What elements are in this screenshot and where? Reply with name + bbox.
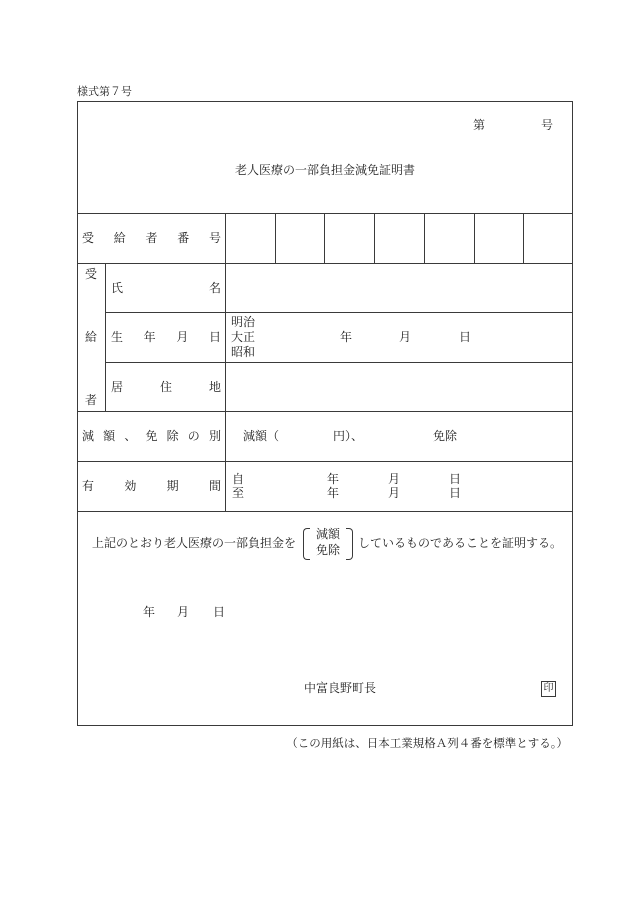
- label-char: 居: [111, 379, 124, 394]
- form-title: 老人医療の一部負担金減免証明書: [234, 163, 415, 177]
- address-value-cell: [226, 363, 572, 411]
- address-label: [111, 362, 221, 411]
- certification-text-before: 上記のとおり老人医療の一部負担金を: [92, 536, 297, 550]
- label-char: 減: [82, 429, 95, 443]
- right-bracket: [346, 528, 353, 560]
- label-char: 有: [82, 479, 95, 493]
- period-to-day-unit: 日: [449, 486, 462, 500]
- period-to-year-unit: 年: [327, 486, 340, 500]
- period-to-label: 至: [232, 486, 245, 500]
- left-bracket: [303, 528, 310, 560]
- label-char: 期: [166, 479, 179, 493]
- label-char: 日: [208, 330, 221, 344]
- label-char: の: [187, 429, 200, 443]
- birth-date-label: [111, 312, 221, 362]
- recipient-group-label: [77, 268, 105, 406]
- birth-era-meiji: 明治: [231, 315, 256, 329]
- certificate-number-prefix: 第: [473, 118, 486, 132]
- label-char: 月: [176, 330, 189, 344]
- label-char: 給: [113, 231, 126, 245]
- exemption-text: 免除: [433, 429, 458, 443]
- certificate-number-suffix: 号: [541, 118, 554, 132]
- label-char: 別: [208, 429, 221, 443]
- label-char: 氏: [111, 280, 124, 295]
- period-from-year-unit: 年: [327, 472, 340, 486]
- period-from-label: 自: [232, 472, 245, 486]
- recipient-number-digit-cell: [475, 214, 523, 263]
- name-value-cell: [226, 264, 572, 312]
- recipient-number-label: [82, 213, 221, 263]
- name-label: [111, 263, 221, 312]
- birth-day-unit: 日: [459, 330, 472, 344]
- period-from-month-unit: 月: [388, 472, 401, 486]
- birth-year-unit: 年: [340, 330, 353, 344]
- paper-size-footnote: （この用紙は、日本工業規格Ａ列４番を標準とする。）: [286, 736, 568, 750]
- certification-month-unit: 月: [177, 605, 190, 619]
- reduction-type-label: [82, 411, 221, 461]
- label-char: 名: [208, 280, 221, 295]
- label-char: 年: [143, 330, 156, 344]
- label-char: 、: [124, 429, 137, 443]
- recipient-number-digit-cell: [325, 214, 374, 263]
- recipient-number-digit-cell: [524, 214, 572, 263]
- birth-era-list: [231, 315, 255, 360]
- seal-mark: 印: [541, 681, 556, 697]
- certification-option-reduction: 減額: [316, 527, 341, 541]
- certification-text-after: しているものであることを証明する。: [358, 536, 563, 550]
- issuer-name: 中富良野町長: [304, 681, 377, 695]
- label-char: 番: [177, 231, 190, 245]
- reduction-amount-suffix: 円）、: [333, 429, 364, 443]
- label-char: 住: [159, 379, 172, 394]
- label-char: 額: [103, 429, 116, 443]
- recipient-number-digit-cell: [425, 214, 474, 263]
- valid-period-label: [82, 461, 221, 511]
- period-from-day-unit: 日: [449, 472, 462, 486]
- label-char: 受: [82, 231, 95, 245]
- reduction-amount-prefix: 減額（: [243, 429, 280, 443]
- label-char: 地: [208, 379, 221, 394]
- label-char: 給: [84, 330, 97, 344]
- certification-year-unit: 年: [143, 605, 156, 619]
- certification-option-exemption: 免除: [316, 543, 341, 557]
- birth-era-taisho: 大正: [231, 330, 256, 344]
- recipient-number-digit-cell: [276, 214, 324, 263]
- label-char: 生: [111, 330, 124, 344]
- label-char: 者: [145, 231, 158, 245]
- label-char: 間: [208, 479, 221, 493]
- label-char: 者: [84, 393, 97, 407]
- recipient-group-divider: [105, 263, 106, 411]
- label-char: 受: [84, 267, 97, 281]
- period-to-month-unit: 月: [388, 486, 401, 500]
- rule-line: [77, 511, 572, 512]
- form-number: 様式第７号: [77, 85, 132, 98]
- birth-era-showa: 昭和: [231, 345, 256, 359]
- label-char: 効: [124, 479, 137, 493]
- recipient-number-digit-cell: [375, 214, 424, 263]
- label-char: 号: [208, 231, 221, 245]
- certification-day-unit: 日: [213, 605, 226, 619]
- label-char: 除: [166, 429, 179, 443]
- label-char: 免: [145, 429, 158, 443]
- recipient-number-digit-cell: [226, 214, 275, 263]
- birth-month-unit: 月: [399, 330, 412, 344]
